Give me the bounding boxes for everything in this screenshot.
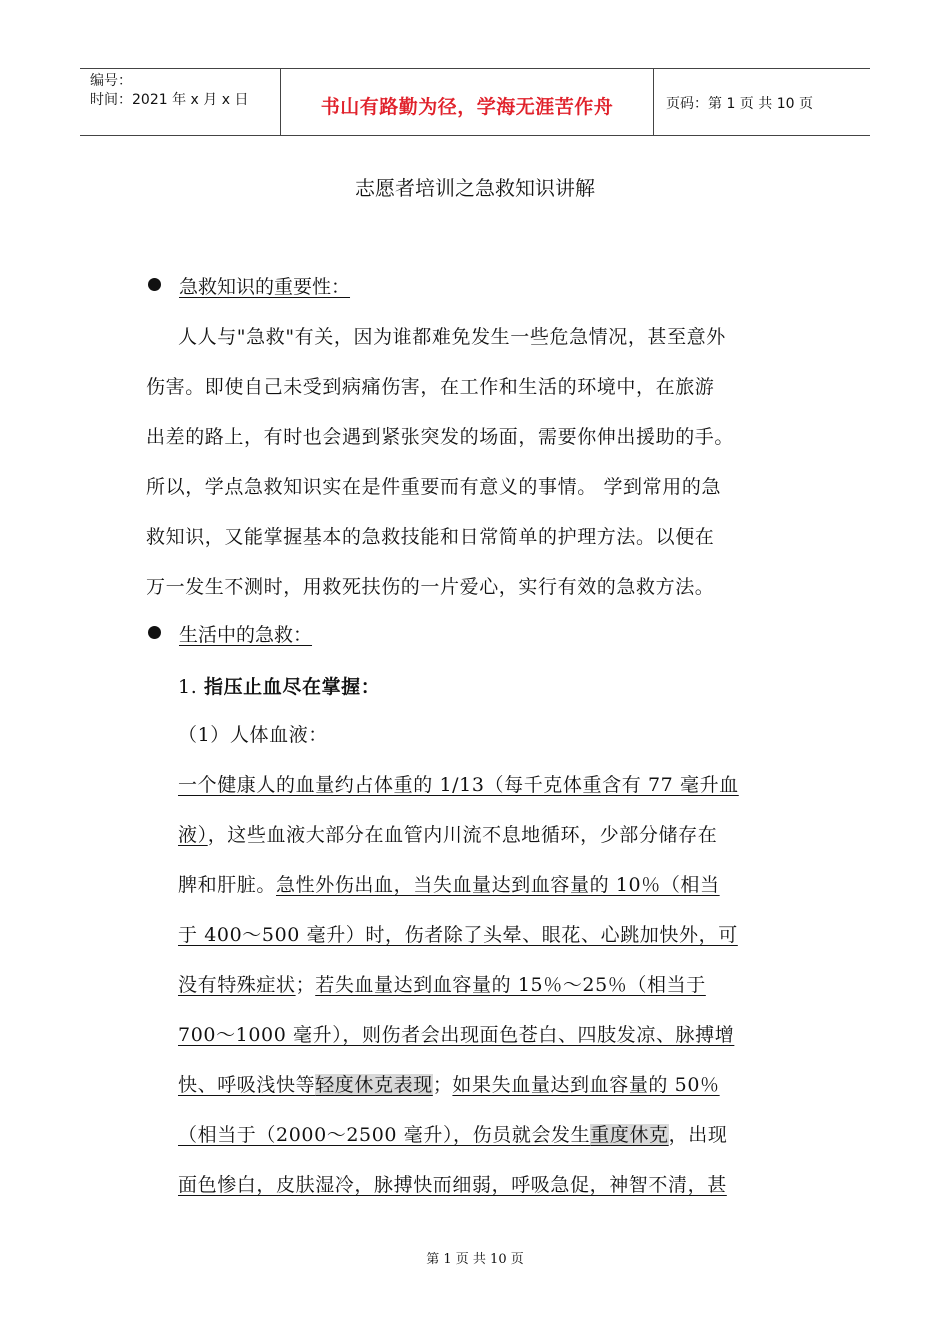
document-title: 志愿者培训之急救知识讲解 [355,176,595,200]
plain-text: 脾和肝脏。 [178,874,277,896]
plain-text: ； [432,1074,453,1096]
section-heading-life [148,620,312,650]
paragraph-line: 所以，学点急救知识实在是件重要而有意义的事情。 学到常用的急 [146,476,722,498]
header-table [80,68,870,136]
page-code: 页码：第 1 页 共 10 页 [666,96,813,112]
highlighted-text: 重度休克 [590,1124,669,1146]
paragraph-line [178,1020,734,1047]
paragraph-line [178,970,706,997]
paragraph-line [178,820,717,847]
section-heading-importance [148,272,350,302]
paragraph-line [178,1120,727,1147]
underlined-text: 面色惨白，皮肤湿冷，脉搏快而细弱，呼吸急促，神智不清，甚 [178,1174,727,1196]
underlined-text: 没有特殊症状 [178,974,296,996]
underlined-text: 如果失血量达到血容量的 50％ [452,1074,720,1096]
paragraph-line [178,1170,727,1197]
item-title: 指压止血尽在掌握： [203,676,381,698]
plain-text: ，出现 [668,1124,728,1146]
item-heading [178,672,380,699]
paragraph-line: 救知识，又能掌握基本的急救技能和日常简单的护理方法。以便在 [146,526,715,548]
page-footer: 第 1 页 共 10 页 [426,1252,524,1267]
section2-heading-text: 生活中的急救： [179,624,313,646]
motto: 书山有路勤为径，学海无涯苦作舟 [320,96,614,118]
underlined-text: 于 400～500 毫升）时，伤者除了头晕、眼花、心跳加快外，可 [178,924,738,946]
section1-heading-text: 急救知识的重要性： [179,276,351,298]
time-label: 时间：2021 年 x 月 x 日 [90,92,249,108]
serial-label: 编号： [90,73,132,89]
header-motto-cell [280,69,654,135]
bullet-icon [148,278,161,291]
highlighted-text: 轻度休克表现 [315,1074,433,1096]
underlined-text: 急性外伤出血，当失血量达到血容量的 10％（相当 [276,874,720,896]
underlined-text: （相当于（2000～2500 毫升），伤员就会发生 [178,1124,591,1146]
subheading: （1）人体血液： [178,724,328,746]
plain-text: ，这些血液大部分在血管内川流不息地循环，少部分储存在 [207,824,718,846]
underlined-text: 700～1000 毫升），则伤者会出现面色苍白、四肢发凉、脉搏增 [178,1024,735,1046]
paragraph-line [178,870,720,897]
paragraph-line [178,1070,720,1097]
paragraph-line: 人人与"急救"有关，因为谁都难免发生一些危急情况，甚至意外 [178,326,726,348]
item-number: 1. [178,676,198,698]
plain-text: ； [295,974,316,996]
underlined-text: 快、呼吸浅快等 [178,1074,316,1096]
underlined-text: 一个健康人的血量约占体重的 1/13（每千克体重含有 77 毫升血 [178,774,739,796]
paragraph-line: 出差的路上，有时也会遇到紧张突发的场面，需要你伸出援助的手。 [146,426,735,448]
underlined-text: 液） [178,824,208,846]
paragraph-line: 万一发生不测时，用救死扶伤的一片爱心，实行有效的急救方法。 [146,576,715,598]
header-left-cell [80,69,280,135]
paragraph-line: 伤害。即使自己未受到病痛伤害，在工作和生活的环境中，在旅游 [146,376,715,398]
header-page-cell [654,69,870,135]
underlined-text: 若失血量达到血容量的 15％～25％（相当于 [315,974,706,996]
bullet-icon [148,626,161,639]
paragraph-line [178,920,738,947]
paragraph-line [178,770,739,797]
